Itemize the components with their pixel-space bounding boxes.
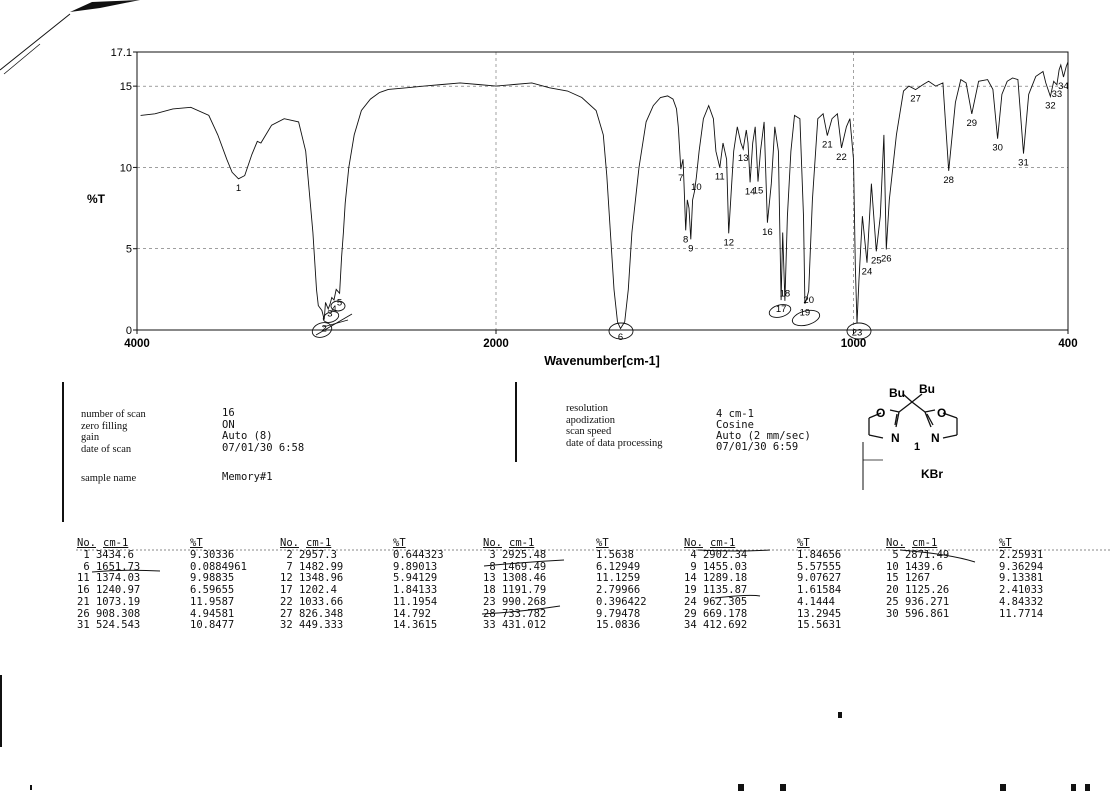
- peak-label: 27: [910, 93, 921, 105]
- table-transmittance: 1.84133: [393, 584, 438, 597]
- table-peak-entry: 29 669.178: [684, 607, 748, 620]
- param-left-label: gain: [81, 432, 100, 443]
- table-transmittance: 4.94581: [190, 607, 235, 620]
- table-transmittance: 15.0836: [596, 619, 641, 632]
- table-peak-entry: 7 1482.99: [280, 560, 344, 573]
- table-transmittance: 2.41033: [999, 584, 1044, 597]
- param-right-label: date of data processing: [566, 437, 663, 449]
- scan-edge-line: [0, 675, 2, 747]
- peak-label: 9: [688, 243, 694, 255]
- peak-label: 29: [966, 117, 978, 129]
- table-peak-entry: 30 596.861: [886, 607, 950, 620]
- param-left-value: ON: [222, 418, 235, 431]
- peak-label: 8: [683, 234, 689, 246]
- table-peak-entry: 13 1308.46: [483, 572, 547, 585]
- x-tick-label: 4000: [124, 338, 150, 350]
- table-peak-entry: 3 2925.48: [483, 549, 547, 561]
- table-peak-entry: 24 962.305: [684, 595, 748, 608]
- table-transmittance: 11.1259: [596, 572, 641, 585]
- table-header: No.: [77, 537, 96, 549]
- table-peak-entry: 18 1191.79: [483, 584, 547, 597]
- param-left-value: Auto (8): [222, 430, 273, 442]
- param-left-value: 07/01/30 6:58: [222, 441, 305, 454]
- table-transmittance: 0.644323: [393, 549, 444, 561]
- peak-label: 20: [803, 294, 815, 306]
- table-peak-entry: 17 1202.4: [280, 584, 337, 597]
- table-peak-entry: 27 826.348: [280, 607, 344, 620]
- oxygen-left: O: [876, 406, 886, 420]
- peak-label: 19: [799, 307, 811, 319]
- table-peak-entry: 6 1651.73: [77, 560, 141, 573]
- table-transmittance: 6.12949: [596, 560, 641, 573]
- table-transmittance: 5.57555: [797, 560, 842, 573]
- table-peak-entry: 34 412.692: [684, 619, 748, 632]
- table-peak-entry: 5 2871.49: [886, 549, 950, 561]
- table-header: cm-1: [710, 537, 736, 549]
- table-header: cm-1: [912, 537, 938, 549]
- peak-labels: [236, 81, 1069, 343]
- table-transmittance: 9.13381: [999, 572, 1044, 585]
- peak-label: 2: [321, 323, 327, 335]
- param-right-label: resolution: [566, 403, 608, 414]
- plot-frame: [137, 52, 1068, 330]
- peak-label: 14: [744, 186, 756, 198]
- table-transmittance: 14.3615: [393, 619, 438, 632]
- x-axis-ticks: [124, 327, 1078, 350]
- table-peak-entry: 22 1033.66: [280, 595, 344, 608]
- scan-mark: [1071, 784, 1076, 791]
- peak-label: 31: [1018, 157, 1029, 169]
- table-transmittance: 6.59655: [190, 584, 235, 597]
- peak-label: 4: [331, 303, 337, 315]
- peak-label: 13: [737, 153, 749, 165]
- peak-label: 1: [235, 182, 242, 194]
- table-transmittance: 9.07627: [797, 572, 842, 585]
- middle-divider-line: [515, 382, 517, 462]
- table-header: cm-1: [103, 537, 129, 549]
- spectrum-line: [141, 62, 1068, 329]
- hand-annotations: [310, 301, 871, 340]
- table-header: cm-1: [306, 537, 332, 549]
- peak-label: 6: [617, 332, 624, 343]
- table-peak-entry: 4 2902.34: [684, 549, 748, 561]
- table-transmittance: 0.0884961: [190, 560, 247, 573]
- peak-label: 18: [779, 288, 791, 300]
- param-right-label: scan speed: [566, 426, 612, 437]
- table-peak-entry: 14 1289.18: [684, 572, 748, 585]
- table-transmittance: 9.98835: [190, 572, 235, 585]
- peak-label: 34: [1058, 80, 1069, 92]
- oxygen-right: O: [937, 406, 947, 420]
- table-hand-marks: [70, 536, 1117, 616]
- x-tick-label: 1000: [840, 338, 867, 350]
- peak-label: 33: [1051, 88, 1063, 100]
- table-peak-entry: 16 1240.97: [77, 584, 141, 597]
- peak-label: 23: [851, 327, 863, 339]
- table-header: cm-1: [509, 537, 535, 549]
- table-peak-entry: 20 1125.26: [886, 584, 950, 597]
- table-transmittance: 4.1444: [797, 595, 835, 608]
- table-header: %T: [190, 537, 203, 549]
- x-tick-label: 400: [1058, 338, 1078, 350]
- table-transmittance: 11.9587: [190, 595, 235, 608]
- param-left-label: number of scan: [81, 409, 146, 420]
- table-header: %T: [596, 537, 609, 549]
- x-tick-label: 2000: [483, 338, 509, 350]
- table-transmittance: 15.5631: [797, 619, 842, 632]
- param-right-value: Cosine: [716, 419, 754, 431]
- y-tick-label: 15: [119, 81, 132, 94]
- table-transmittance: 1.84656: [797, 549, 842, 561]
- table-transmittance: 9.89013: [393, 560, 438, 573]
- table-transmittance: 14.792: [393, 607, 431, 620]
- scan-mark: [1000, 784, 1006, 791]
- table-peak-entry: 23 990.268: [483, 595, 547, 608]
- chemical-structure: [855, 380, 985, 490]
- table-peak-entry: 26 908.308: [77, 607, 141, 620]
- param-right-value: 07/01/30 6:59: [716, 441, 799, 453]
- scan-mark: [1085, 784, 1090, 791]
- peak-label: 28: [943, 174, 954, 186]
- table-header: %T: [797, 537, 810, 549]
- nitrogen-left: N: [891, 431, 900, 445]
- param-right-value: 4 cm-1: [716, 408, 754, 420]
- peak-label: 30: [992, 142, 1003, 154]
- table-peak-entry: 21 1073.19: [77, 595, 141, 608]
- scan-mark: [30, 785, 32, 790]
- peak-label: 21: [822, 139, 833, 151]
- peak-label: 15: [752, 185, 764, 197]
- table-peak-entry: 19 1135.87: [684, 584, 748, 597]
- medium-label: KBr: [921, 467, 944, 481]
- table-transmittance: 11.1954: [393, 595, 438, 608]
- table-transmittance: 2.79966: [596, 584, 641, 597]
- param-left-label: sample name: [81, 473, 137, 484]
- peak-label: 3: [327, 308, 333, 320]
- param-left-label: date of scan: [81, 443, 132, 455]
- table-transmittance: 9.79478: [596, 607, 641, 620]
- table-transmittance: 2.25931: [999, 549, 1044, 561]
- table-peak-entry: 25 936.271: [886, 595, 950, 608]
- bu-label-right: Bu: [919, 382, 935, 396]
- y-tick-label: 0: [125, 325, 132, 337]
- table-transmittance: 0.396422: [596, 595, 647, 608]
- table-transmittance: 9.36294: [999, 560, 1044, 573]
- table-peak-entry: 11 1374.03: [77, 572, 141, 585]
- param-right-value: Auto (2 mm/sec): [716, 430, 811, 442]
- table-peak-entry: 12 1348.96: [280, 572, 344, 585]
- table-transmittance: 5.94129: [393, 572, 438, 585]
- peak-label: 32: [1045, 100, 1056, 112]
- param-left-value: Memory#1: [222, 471, 273, 483]
- table-transmittance: 4.84332: [999, 595, 1044, 608]
- peak-label: 7: [678, 173, 684, 185]
- table-header: No.: [280, 537, 299, 549]
- peak-label: 24: [861, 266, 873, 278]
- param-left-label: zero filling: [81, 420, 128, 432]
- scan-speck: [838, 712, 842, 718]
- table-transmittance: 9.30336: [190, 549, 235, 561]
- scan-mark: [738, 784, 744, 791]
- chart-grid: [137, 52, 1068, 330]
- y-axis-ticks: [111, 47, 137, 337]
- peak-label: 10: [691, 181, 702, 193]
- table-transmittance: 13.2945: [797, 607, 842, 620]
- y-axis-label: %T: [87, 192, 105, 206]
- left-bracket-line: [62, 382, 64, 522]
- table-peak-entry: 33 431.012: [483, 619, 547, 632]
- scan-mark: [780, 784, 786, 791]
- peak-label: 26: [880, 253, 892, 265]
- table-header: No.: [886, 537, 905, 549]
- table-peak-entry: 28 733.782: [483, 607, 547, 620]
- compound-number: 1: [914, 441, 921, 453]
- table-peak-entry: 31 524.543: [77, 619, 141, 632]
- table-transmittance: 1.5638: [596, 549, 634, 561]
- table-transmittance: 1.61584: [797, 584, 842, 597]
- peak-label: 22: [836, 151, 847, 163]
- bu-label-left: Bu: [889, 386, 905, 400]
- peak-label: 5: [336, 297, 343, 309]
- table-peak-entry: 1 3434.6: [77, 549, 134, 561]
- peak-label: 17: [775, 304, 787, 316]
- peak-label: 25: [870, 255, 882, 267]
- y-tick-label: 10: [119, 162, 132, 175]
- table-transmittance: 10.8477: [190, 619, 235, 632]
- peak-label: 16: [762, 226, 773, 238]
- table-header: %T: [393, 537, 406, 549]
- table-peak-entry: 2 2957.3: [280, 549, 337, 561]
- table-header: No.: [483, 537, 502, 549]
- table-peak-entry: 8 1469.49: [483, 560, 547, 573]
- table-header: No.: [684, 537, 703, 549]
- param-right-label: apodization: [566, 414, 615, 426]
- table-peak-entry: 9 1455.03: [684, 560, 748, 573]
- table-peak-entry: 10 1439.6: [886, 560, 943, 573]
- nitrogen-right: N: [931, 431, 940, 445]
- ir-spectrum-chart: [0, 0, 1117, 370]
- y-tick-label: 17.1: [110, 47, 132, 59]
- table-peak-entry: 15 1267: [886, 572, 931, 585]
- table-transmittance: 11.7714: [999, 607, 1044, 620]
- table-header: %T: [999, 537, 1012, 549]
- y-tick-label: 5: [125, 243, 132, 256]
- table-peak-entry: 32 449.333: [280, 619, 344, 632]
- peak-label: 11: [714, 171, 725, 183]
- peak-label: 12: [723, 237, 735, 249]
- x-axis-label: Wavenumber[cm-1]: [544, 354, 660, 368]
- param-left-value: 16: [222, 407, 235, 419]
